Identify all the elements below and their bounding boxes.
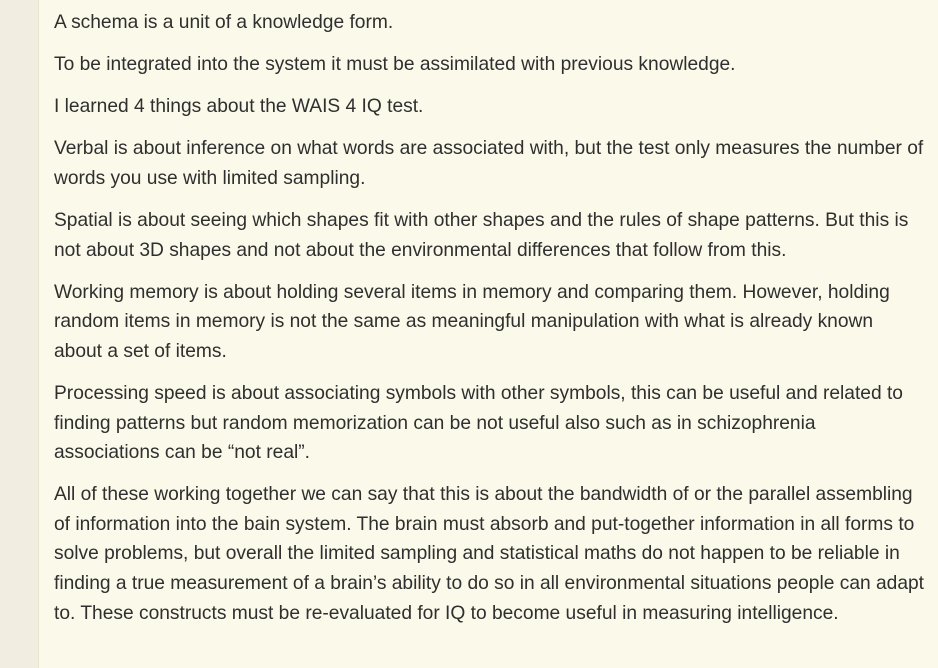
paragraph-conclusion: All of these working together we can say that this is about the bandwidth of or the parallel assembling of information into the bain system. The brain must absorb and put-together information in all forms to solve problems, but overall the limited sampling and statistical maths do not happen to be reliable in finding a true measurement of a brain’s ability to do so in all environmental situations people can adapt to. These constructs must be re-evaluated for IQ to become useful in measuring intelligence.	[54, 484, 925, 624]
paragraph-processing-speed: Processing speed is about associating symbols with other symbols, this can be useful and related to finding patterns but random memorization can be not useful also such as in schizophrenia associations can be “not real”.	[54, 382, 903, 464]
paragraph-spatial: Spatial is about seeing which shapes fit with other shapes and the rules of shape patterns. But this is not about 3D shapes and not about the environmental differences that follow from this.	[54, 209, 909, 261]
left-gutter	[0, 0, 39, 668]
note-content-area	[39, 0, 938, 668]
paragraph-wais-intro: I learned 4 things about the WAIS 4 IQ test.	[54, 96, 424, 118]
paragraph-verbal: Verbal is about inference on what words are associated with, but the test only measures the number of words you use with limited sampling.	[54, 138, 924, 189]
paragraph-integration: To be integrated into the system it must be assimilated with previous knowledge.	[54, 54, 736, 76]
paragraph-schema: A schema is a unit of a knowledge form.	[54, 12, 394, 33]
note-body	[54, 8, 926, 641]
paragraph-working-memory: Working memory is about holding several items in memory and comparing them. However, holding random items in memory is not the same as meaningful manipulation with what is already known about a set of items.	[54, 281, 890, 362]
